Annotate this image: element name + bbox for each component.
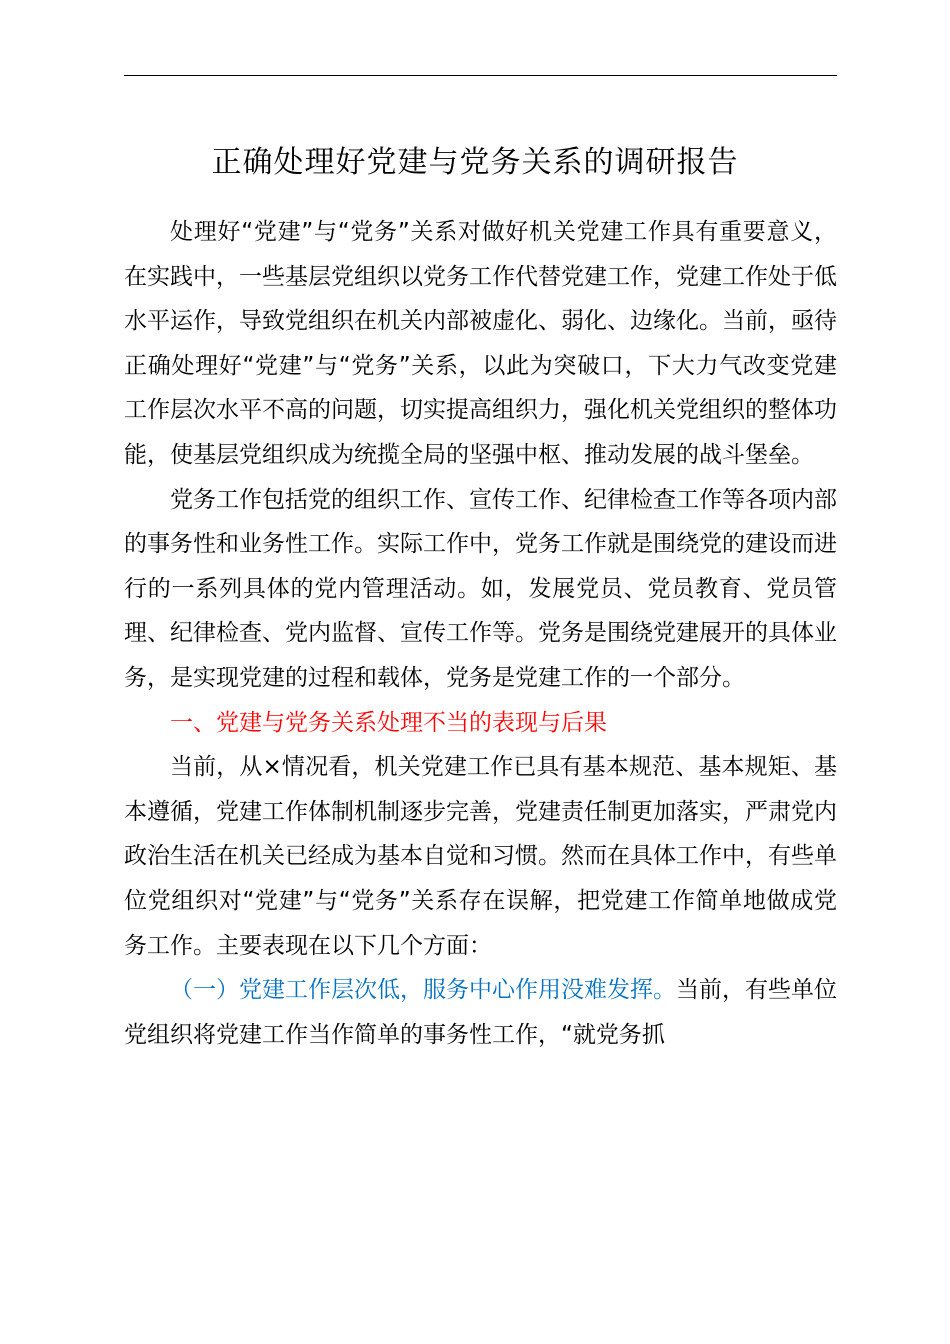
intro-paragraph-2: 党务工作包括党的组织工作、宣传工作、纪律检查工作等各项内部的事务性和业务性工作。实际工作中，党务工作就是围绕党的建设而进行的一系列具体的党内管理活动。如，发展党员、党员教育、党员管理、纪律检查、党内监督、宣传工作等。党务是围绕党建展开的具体业务，是实现党建的过程和载体，党务是党建工作的一个部分。	[124, 486, 837, 691]
subsection-heading-1: （一）党建工作层次低，服务中心作用没难发挥。	[170, 977, 676, 1004]
header-rule	[124, 75, 837, 76]
intro-paragraph-1: 处理好“党建”与“党务”关系对做好机关党建工作具有重要意义，在实践中，一些基层党组织以党务工作代替党建工作，党建工作处于低水平运作，导致党组织在机关内部被虚化、弱化、边缘化。当前，亟待正确处理好“党建”与“党务”关系，以此为突破口，下大力气改变党建工作层次水平不高的问题，切实提高组织力，强化机关党组织的整体功能，使基层党组织成为统揽全局的坚强中枢、推动发展的战斗堡垒。	[124, 219, 837, 468]
section-paragraph-1: 当前，从×情况看，机关党建工作已具有基本规范、基本规矩、基本遵循，党建工作体制机制逐步完善，党建责任制更加落实，严肃党内政治生活在机关已经成为基本自觉和习惯。然而在具体工作中，有些单位党组织对“党建”与“党务”关系存在误解，把党建工作简单地做成党务工作。主要表现在以下几个方面：	[124, 754, 837, 959]
document-body	[124, 210, 837, 1057]
section-heading-1: 一、党建与党务关系处理不当的表现与后果	[170, 709, 607, 736]
subsection-paragraph-1	[124, 968, 837, 1057]
document-title: 正确处理好党建与党务关系的调研报告	[211, 145, 739, 180]
subsection-text-1: 当前，有些单位党组织将党建工作当作简单的事务性工作，“就党务抓	[124, 977, 837, 1048]
